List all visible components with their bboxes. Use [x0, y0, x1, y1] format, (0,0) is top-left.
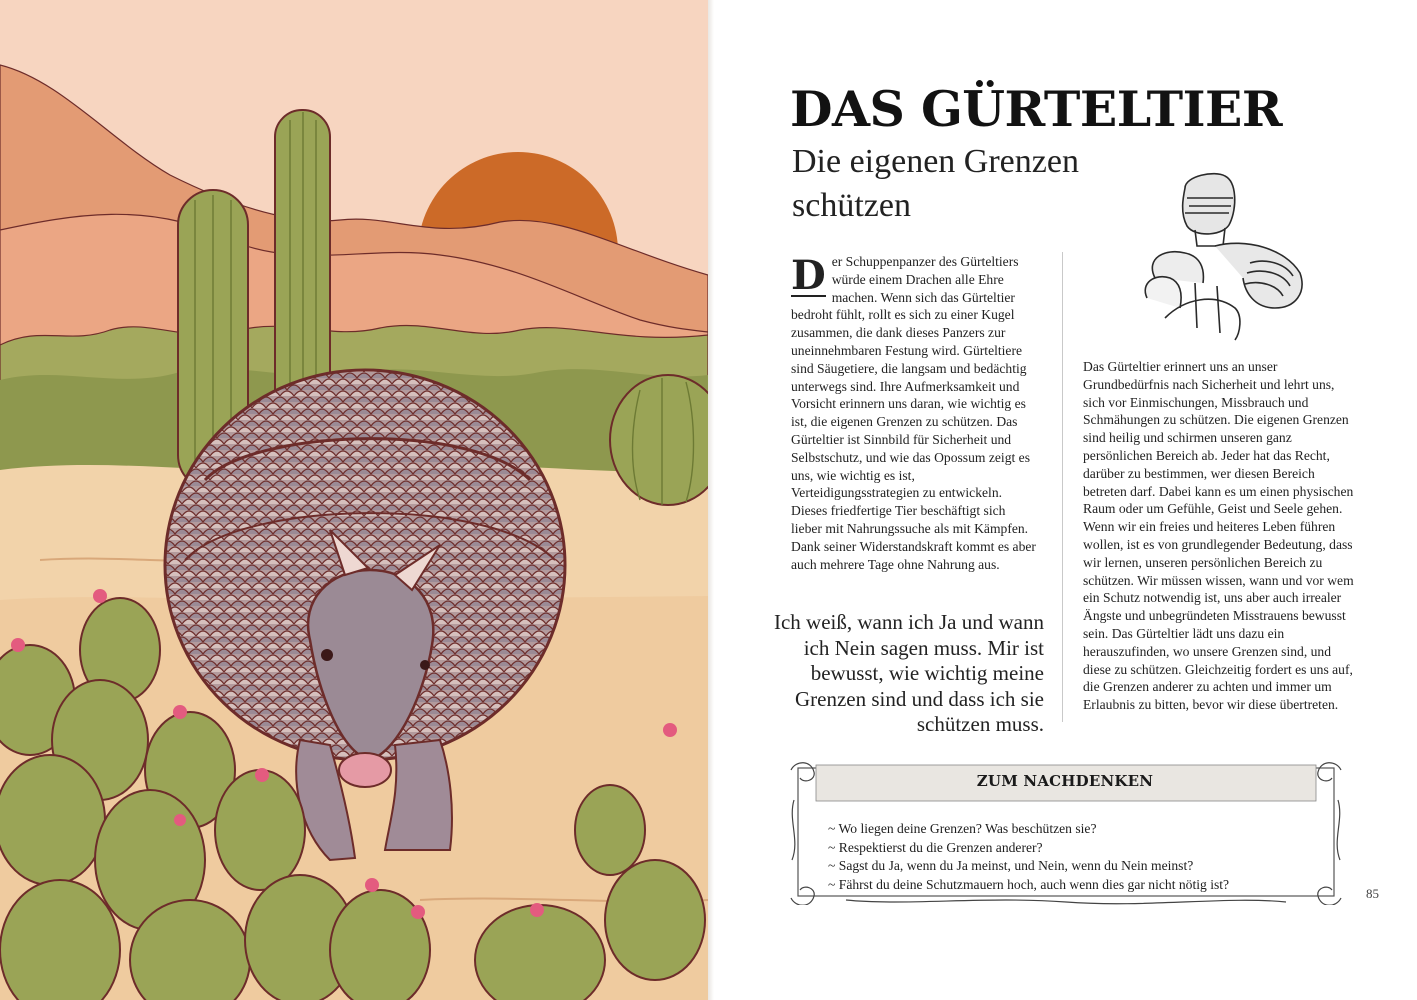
dropcap: D	[791, 252, 826, 299]
page-title: DAS GÜRTELTIER	[790, 80, 1283, 138]
page-number: 85	[1366, 886, 1379, 901]
list-item: ~ Sagst du Ja, wenn du Ja meinst, und Nein, wenn du Nein meinst?	[828, 858, 1194, 873]
armadillo-desert-illustration	[0, 0, 708, 1000]
list-item: ~ Respektierst du die Grenzen anderer?	[828, 839, 1043, 855]
list-item: ~ Fährst du deine Schutzmauern hoch, auch wenn dies gar nicht nötig ist?	[828, 876, 1230, 892]
page-gutter	[708, 0, 714, 1000]
pull-quote: Ich weiß, wann ich Ja und wann ich Nein sagen muss. Mir ist bewusst, wie wichtig meine Grenzen sind und dass ich sie schützen muss.	[773, 610, 1044, 736]
text-column-left	[791, 253, 1039, 573]
reflection-title: ZUM NACHDENKEN	[976, 772, 1154, 790]
knight-armor-icon	[1125, 168, 1315, 343]
column-divider	[1062, 252, 1063, 722]
body-text-left: er Schuppenpanzer des Gürteltiers würde einem Drachen alle Ehre machen. Wenn sich das Gürteltier bedroht fühlt, rollt es sich zu einer Kugel zusammen, die dank dieses Panzers zur uneinnehmbaren Festung wird. Gürteltiere sind Säugetiere, die langsam und bedächtig unterwegs sind. Ihre Aufmerksamkeit und Vorsicht erinnern uns daran, wie wichtig es ist, die eigenen Grenzen zu schützen. Das Gürteltier ist Sinnbild für Sicherheit und Selbstschutz, und wie das Opossum zeigt es uns, wie wichtig es ist, Verteidigungsstrategien zu entwickeln. Dieses friedfertige Tier beschäftigt sich lieber mit Nahrungssuche als mit Kämpfen. Dank seiner Widerstandskraft kommt es aber auch mehrere Tage ohne Nahrung aus.	[791, 254, 1036, 572]
list-item: ~ Wo liegen deine Grenzen? Was beschützen sie?	[828, 821, 1097, 836]
body-text-right: Das Gürteltier erinnert uns an unser Grundbedürfnis nach Sicherheit und lehrt uns, sich vor Einmischungen, Missbrauch und Schmähungen zu schützen. Die eigenen Grenzen sind heilig und schirmen unseren ganz persönlichen Bereich ab. Jeder hat das Recht, darüber zu bestimmen, wer diesen Bereich betreten darf. Dabei kann es um einen physischen Raum oder um Gefühle, Geist und Seele gehen. Wenn wir ein freies und heiteres Leben führen wollen, ist es von grundlegender Bedeutung, dass wir lernen, unseren persönlichen Bereich zu schützen. Wir müssen wissen, wann und vor wem ein Schutz notwendig ist, uns aber auch irrealer Ängste und unbegründeten Misstrauens bewusst sein. Das Gürteltier lädt uns dazu ein herauszufinden, wo unsere Grenzen sind, und diese zu schützen. Gleichzeitig fordert es uns auf, die Grenzen anderer zu achten und immer um Erlaubnis zu bitten, bevor wir diese übertreten.	[1083, 359, 1354, 713]
page-subtitle: Die eigenen Grenzen schützen	[792, 143, 1079, 224]
text-column-right	[1083, 358, 1358, 714]
reflection-list	[828, 820, 1229, 894]
